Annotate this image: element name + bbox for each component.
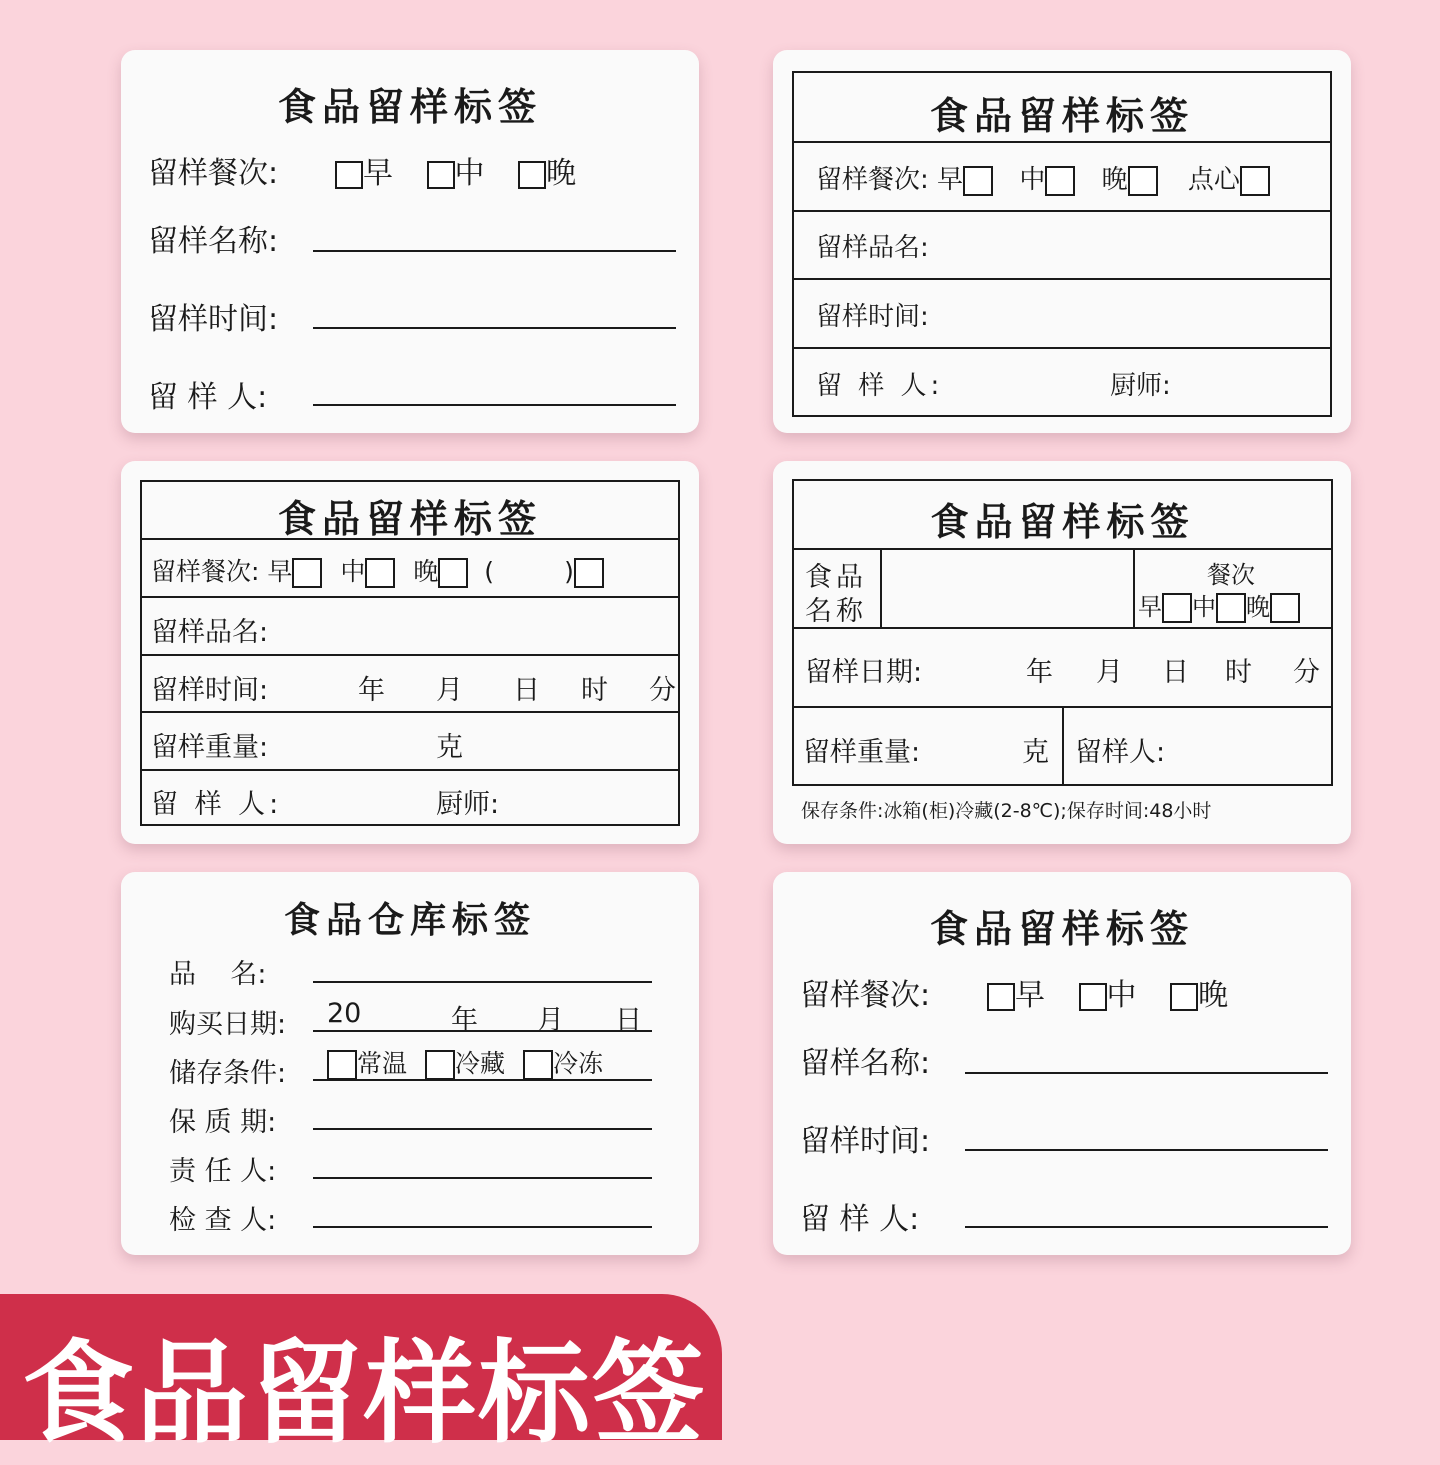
card-title: 食品仓库标签	[283, 900, 536, 941]
label-card-3	[121, 461, 699, 844]
frozen-label: 冷冻	[552, 1049, 603, 1078]
meal-options	[987, 970, 1228, 1014]
name-label: 品 名:	[169, 959, 267, 990]
lunch-checkbox[interactable]	[1079, 983, 1107, 1011]
year-unit: 年	[358, 675, 385, 706]
date-field[interactable]	[313, 1030, 652, 1032]
hour-unit: 时	[1225, 657, 1252, 688]
meal-label: 留样餐次:	[148, 156, 279, 191]
breakfast-checkbox[interactable]	[292, 558, 322, 588]
weight-label: 留样重量:	[151, 732, 269, 763]
chilled-label: 冷藏	[454, 1049, 505, 1078]
snack-checkbox[interactable]	[1240, 166, 1270, 196]
time-label: 留样时间:	[151, 675, 269, 706]
food-name-label-1: 食品	[805, 562, 867, 593]
frozen-checkbox[interactable]	[523, 1050, 553, 1080]
table-frame	[792, 71, 1332, 417]
food-name-label-2: 名称	[805, 596, 867, 627]
row-divider	[794, 347, 1330, 349]
breakfast-label: 早	[363, 156, 393, 191]
year-unit: 年	[451, 1005, 478, 1036]
breakfast-checkbox[interactable]	[987, 983, 1015, 1011]
room-temp-label: 常温	[357, 1049, 408, 1078]
month-unit: 月	[436, 675, 463, 706]
person-label: 留 样 人:	[151, 789, 283, 820]
breakfast-label: 早	[1138, 593, 1162, 621]
label-card-5	[121, 872, 699, 1255]
meal-label: 留样餐次:	[151, 557, 260, 586]
name-label: 留样名称:	[800, 1046, 931, 1081]
label-card-6	[773, 872, 1351, 1255]
minute-unit: 分	[649, 675, 676, 706]
dinner-checkbox[interactable]	[1170, 983, 1198, 1011]
name-label: 留样名称:	[148, 224, 279, 259]
day-unit: 日	[513, 675, 540, 706]
month-unit: 月	[537, 1005, 564, 1036]
meal-row	[151, 552, 604, 588]
date-label: 留样日期:	[805, 657, 923, 688]
lunch-label: 中	[340, 557, 366, 586]
dinner-label: 晚	[546, 156, 577, 191]
row-divider	[794, 548, 1331, 550]
responsible-field[interactable]	[313, 1177, 652, 1179]
name-label: 留样品名:	[151, 617, 269, 648]
other-checkbox[interactable]	[574, 558, 604, 588]
gram-unit: 克	[436, 732, 463, 763]
table-frame	[140, 480, 680, 826]
card-title: 食品留样标签	[277, 85, 542, 129]
row-divider	[142, 769, 678, 771]
row-divider	[794, 210, 1330, 212]
label-card-2	[773, 50, 1351, 433]
gram-unit: 克	[1022, 737, 1049, 768]
time-label: 留样时间:	[816, 302, 929, 332]
person-label: 留样人:	[1075, 737, 1166, 768]
chef-label: 厨师:	[1110, 371, 1171, 401]
lunch-label: 中	[1019, 165, 1046, 195]
inspector-field[interactable]	[313, 1226, 652, 1228]
responsible-label: 责 任 人:	[169, 1156, 277, 1187]
lunch-checkbox[interactable]	[365, 558, 395, 588]
lunch-label: 中	[1106, 978, 1137, 1013]
dinner-label: 晚	[1198, 978, 1229, 1013]
row-divider	[142, 711, 678, 713]
time-label: 留样时间:	[148, 302, 279, 337]
storage-footer: 保存条件:冰箱(柜)冷藏(2-8℃);保存时间:48小时	[801, 800, 1212, 822]
name-label: 留样品名:	[816, 233, 929, 263]
name-field[interactable]	[313, 981, 652, 983]
title-banner	[0, 1294, 722, 1459]
dinner-label: 晚	[413, 557, 439, 586]
banner-title: 食品留样标签	[22, 1329, 706, 1459]
person-field[interactable]	[965, 1226, 1328, 1228]
day-unit: 日	[1162, 657, 1189, 688]
card-title: 食品留样标签	[929, 907, 1194, 951]
label-card-4	[773, 461, 1351, 844]
person-label: 留 样 人:	[800, 1202, 920, 1237]
lunch-checkbox[interactable]	[1216, 593, 1246, 623]
dinner-checkbox[interactable]	[518, 161, 546, 189]
room-temp-checkbox[interactable]	[327, 1050, 357, 1080]
year-unit: 年	[1026, 657, 1053, 688]
meal-options	[335, 148, 576, 192]
dinner-label: 晚	[1101, 165, 1128, 195]
name-field[interactable]	[965, 1072, 1328, 1074]
meal-label: 留样餐次:	[816, 165, 929, 195]
col-divider	[1062, 706, 1064, 786]
shelf-life-field[interactable]	[313, 1128, 652, 1130]
hour-unit: 时	[581, 675, 608, 706]
dinner-checkbox[interactable]	[1128, 166, 1158, 196]
card-title: 食品留样标签	[929, 94, 1194, 138]
row-divider	[142, 538, 678, 540]
time-field[interactable]	[965, 1149, 1328, 1151]
label-card-1	[121, 50, 699, 433]
card-title: 食品留样标签	[930, 500, 1195, 544]
paren-open: (	[484, 557, 495, 586]
row-divider	[142, 654, 678, 656]
lunch-label: 中	[1192, 593, 1216, 621]
dinner-checkbox[interactable]	[438, 558, 468, 588]
storage-options	[327, 1044, 603, 1080]
meal-label: 留样餐次:	[800, 978, 931, 1013]
row-divider	[794, 627, 1331, 629]
breakfast-label: 早	[267, 557, 293, 586]
storage-field[interactable]	[313, 1079, 652, 1081]
breakfast-checkbox[interactable]	[335, 161, 363, 189]
col-divider	[1133, 548, 1135, 627]
person-label: 留 样 人:	[816, 371, 944, 401]
meal-row	[816, 159, 1270, 196]
year-prefix: 20	[327, 998, 362, 1029]
shelf-life-label: 保 质 期:	[169, 1107, 277, 1138]
time-label: 留样时间:	[800, 1124, 931, 1159]
lunch-checkbox[interactable]	[1045, 166, 1075, 196]
lunch-checkbox[interactable]	[427, 161, 455, 189]
lunch-label: 中	[454, 156, 485, 191]
chilled-checkbox[interactable]	[425, 1050, 455, 1080]
breakfast-label: 早	[937, 165, 964, 195]
row-divider	[794, 278, 1330, 280]
person-field[interactable]	[313, 404, 676, 406]
minute-unit: 分	[1293, 657, 1320, 688]
weight-label: 留样重量:	[803, 737, 921, 768]
meal-label: 餐次	[1207, 561, 1255, 589]
snack-label: 点心	[1187, 165, 1240, 195]
name-field[interactable]	[313, 250, 676, 252]
breakfast-checkbox[interactable]	[963, 166, 993, 196]
row-divider	[142, 596, 678, 598]
dinner-label: 晚	[1246, 593, 1270, 621]
meal-options	[1138, 587, 1300, 623]
day-unit: 日	[615, 1005, 642, 1036]
time-field[interactable]	[313, 327, 676, 329]
month-unit: 月	[1096, 657, 1123, 688]
person-label: 留 样 人:	[148, 380, 268, 415]
row-divider	[794, 141, 1330, 143]
storage-label: 储存条件:	[169, 1058, 287, 1089]
date-label: 购买日期:	[169, 1009, 287, 1040]
chef-label: 厨师:	[436, 789, 500, 820]
card-title: 食品留样标签	[277, 497, 542, 541]
breakfast-checkbox[interactable]	[1162, 593, 1192, 623]
inspector-label: 检 查 人:	[169, 1205, 277, 1236]
col-divider	[880, 548, 882, 627]
breakfast-label: 早	[1015, 978, 1045, 1013]
dinner-checkbox[interactable]	[1270, 593, 1300, 623]
paren-close: )	[564, 557, 574, 586]
table-frame	[792, 479, 1333, 786]
